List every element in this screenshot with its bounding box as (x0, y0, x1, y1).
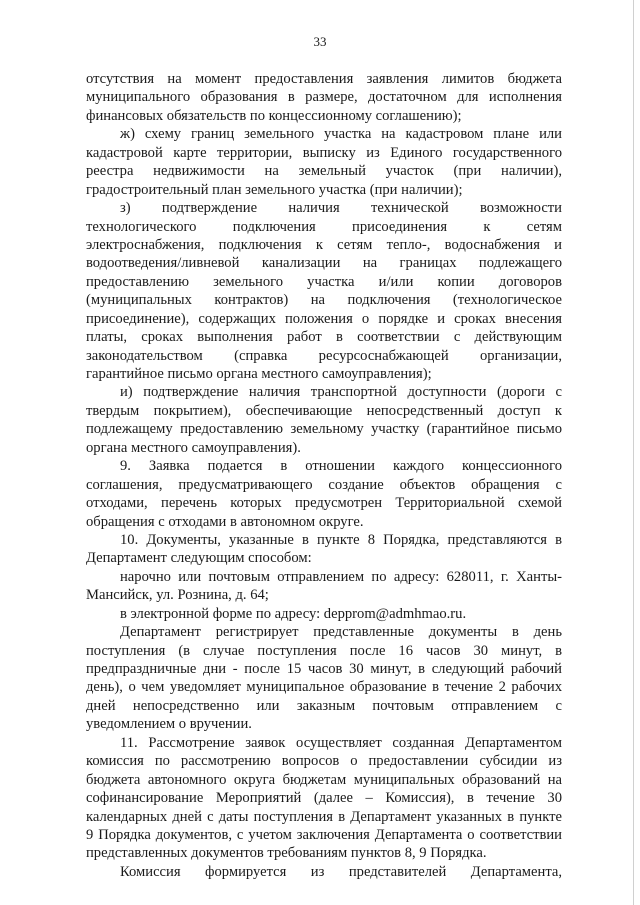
text-line: твердым покрытием), обеспечивающие непосредственный доступ к (86, 402, 562, 419)
text-line: Департамент следующим способом: (86, 550, 312, 567)
text-line: финансовых обязательств по концессионному соглашению); (86, 107, 462, 124)
text-line: софинансирование Мероприятий (далее – Комиссия), в течение 30 (86, 790, 562, 807)
text-line: муниципального образования в размере, достаточном для исполнения (86, 89, 562, 106)
text-line: бюджета автономного округа бюджетам муниципальных образований на (86, 771, 562, 788)
text-line: поступления (в случае поступления после 16 часов 30 минут, в (86, 642, 562, 659)
text-line: кадастровой карте территории, выписку из Единого государственного (86, 144, 562, 161)
text-line: ж) схему границ земельного участка на кадастровом плане или (120, 126, 562, 143)
page-edge (633, 0, 634, 905)
text-line: в электронной форме по адресу: depprom@admhmao.ru. (120, 605, 467, 622)
text-line: градостроительный план земельного участка (при наличии); (86, 181, 463, 198)
text-line: соглашения, предусматривающего создание объектов обращения с (86, 476, 562, 493)
text-line: нарочно или почтовым отправлением по адресу: 628011, г. Ханты- (120, 568, 562, 585)
text-line: 11. Рассмотрение заявок осуществляет созданная Департаментом (120, 734, 562, 751)
text-line: Комиссия формируется из представителей Департамента, (120, 863, 562, 880)
text-line: подлежащему предоставлению земельному участку (гарантийное письмо (86, 421, 562, 438)
page-number: 33 (313, 34, 327, 49)
text-line: законодательством (справка ресурсоснабжающей организации, (86, 347, 562, 364)
text-line: 9 Порядка документов, с учетом заключения Департамента о соответствии (86, 826, 562, 843)
text-line: предпраздничные дни - после 15 часов 30 минут, в следующий рабочий (86, 661, 562, 677)
text-line: Департамент регистрирует представленные документы в день (120, 624, 562, 641)
text-line: предоставлению земельного участка и/или копии договоров (86, 273, 562, 290)
text-line: гарантийное письмо органа местного самоуправления); (86, 366, 432, 382)
text-line: комиссия по рассмотрению вопросов о предоставлении субсидии из (86, 753, 562, 770)
text-line: отсутствия на момент предоставления заявления лимитов бюджета (86, 71, 562, 87)
text-line: присоединение), содержащих положения о порядке и сроках внесения (86, 310, 562, 327)
text-line: з) подтверждение наличия технической возможности (120, 200, 562, 217)
text-line: дней непосредственно или заказным почтовым отправлением с (86, 697, 562, 714)
text-line: технологического подключения присоединения к сетям (86, 218, 562, 235)
text-line: платы, сроках выполнения работ в соответствии с действующим (86, 329, 562, 346)
text-line: органа местного самоуправления). (86, 439, 301, 456)
text-line: реестра недвижимости на земельный участок (при наличии), (86, 163, 562, 180)
document-body (86, 70, 562, 881)
text-line: (муниципальных контрактов) на подключения (технологическое (86, 292, 562, 309)
text-line: календарных дней с даты поступления в Департамент указанных в пункте (86, 808, 562, 825)
text-line: 10. Документы, указанные в пункте 8 Порядка, представляются в (120, 531, 562, 548)
text-line: 9. Заявка подается в отношении каждого концессионного (120, 458, 562, 475)
text-line: обращения с отходами в автономном округе. (86, 513, 364, 530)
text-line: водоотведения/ливневой канализации на границах подлежащего (86, 255, 562, 272)
text-line: уведомлением о вручении. (86, 716, 252, 733)
text-line: представленных документов требованиям пунктов 8, 9 Порядка. (86, 845, 487, 862)
text-line: Мансийск, ул. Рознина, д. 64; (86, 587, 269, 604)
text-line: день), о чем уведомляет муниципальное образование в течение 2 рабочих (86, 679, 562, 696)
text-line: отходами, перечень которых предусмотрен Территориальной схемой (86, 495, 562, 512)
text-line: и) подтверждение наличия транспортной доступности (дороги с (120, 384, 562, 401)
text-line: электроснабжения, подключения к сетям тепло-, водоснабжения и (86, 236, 562, 253)
